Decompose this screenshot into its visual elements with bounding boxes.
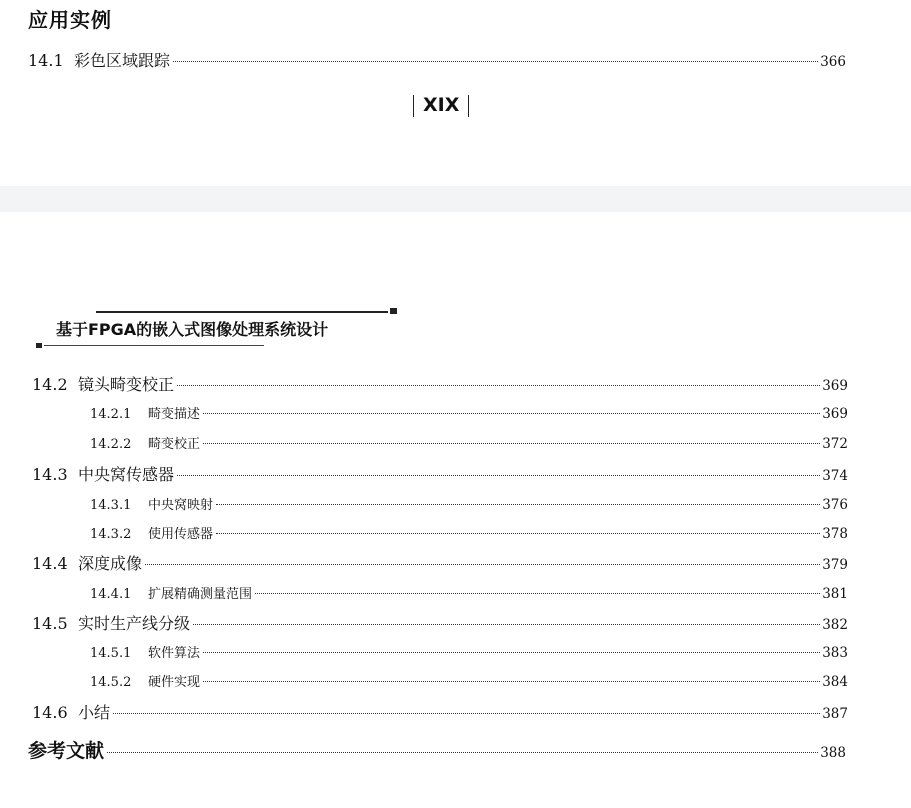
toc-entry-page: 369 — [822, 378, 848, 394]
dot-leader — [113, 713, 820, 714]
toc-entry-page: 369 — [822, 406, 848, 422]
toc-entry-number: 14.3.2 — [90, 527, 132, 542]
page-number — [404, 94, 478, 117]
dot-leader — [177, 475, 820, 476]
toc-entry-title: 小结 — [78, 703, 111, 722]
toc-subentry[interactable] — [90, 433, 848, 452]
toc-entry-title: 使用传感器 — [148, 527, 214, 542]
toc-entry-number: 14.5 — [32, 614, 68, 633]
toc-entry-page: 383 — [822, 645, 848, 661]
toc-entry-title: 彩色区域跟踪 — [74, 51, 171, 70]
header-rule — [44, 345, 264, 346]
toc-entry-number: 14.2 — [32, 375, 68, 394]
toc-entry-title: 畸变校正 — [148, 437, 201, 452]
toc-entry-number: 14.5.1 — [90, 646, 132, 661]
dot-leader — [255, 593, 820, 594]
toc-entry-page: 384 — [822, 674, 848, 690]
dot-leader — [203, 681, 820, 682]
toc-entry[interactable] — [32, 611, 848, 634]
toc-entry-title: 畸变描述 — [148, 407, 201, 422]
toc-entry-title: 扩展精确测量范围 — [148, 587, 253, 602]
page-number-bar-left — [413, 95, 414, 117]
page-separator — [0, 186, 911, 212]
toc-entry-page: 378 — [822, 526, 848, 542]
header-rule-mark — [390, 308, 397, 314]
header-rule — [96, 311, 388, 313]
page-number-text: XIX — [423, 94, 460, 116]
toc-entry-title: 软件算法 — [148, 646, 201, 661]
toc-subentry[interactable] — [90, 403, 848, 422]
dot-leader — [177, 385, 820, 386]
chapter-title: 应用实例 — [28, 8, 112, 32]
toc-entry-number: 14.4.1 — [90, 587, 132, 602]
toc-entry-page: 374 — [822, 468, 848, 484]
dot-leader — [216, 504, 820, 505]
toc-entry-number: 14.3.1 — [90, 498, 132, 513]
toc-entry-title: 中央窝传感器 — [78, 465, 175, 484]
toc-entry-page: 366 — [820, 54, 846, 70]
toc-entry-title: 镜头畸变校正 — [78, 375, 175, 394]
toc-entry-title: 深度成像 — [78, 554, 143, 573]
dot-leader — [173, 61, 818, 62]
toc-entry[interactable] — [32, 700, 848, 723]
dot-leader — [193, 624, 820, 625]
references-entry[interactable] — [28, 736, 846, 763]
toc-subentry[interactable] — [90, 642, 848, 661]
toc-entry-page: 381 — [822, 586, 848, 602]
book-title: 基于FPGA的嵌入式图像处理系统设计 — [56, 320, 329, 339]
dot-leader — [203, 443, 820, 444]
toc-entry-page: 382 — [822, 617, 848, 633]
toc-entry[interactable] — [32, 372, 848, 395]
toc-entry-number: 14.1 — [28, 51, 64, 70]
toc-entry-page: 387 — [822, 706, 848, 722]
dot-leader — [145, 564, 820, 565]
dot-leader — [216, 533, 820, 534]
toc-entry-number: 14.4 — [32, 554, 68, 573]
dot-leader — [203, 652, 820, 653]
toc-entry-number: 14.5.2 — [90, 675, 132, 690]
toc-entry-number: 14.3 — [32, 465, 68, 484]
page-number-bar-right — [468, 95, 469, 117]
toc-entry[interactable] — [32, 462, 848, 485]
header-rule-mark — [36, 343, 42, 348]
references-title: 参考文献 — [28, 740, 105, 762]
toc-entry-title: 中央窝映射 — [148, 498, 214, 513]
dot-leader — [203, 413, 820, 414]
toc-entry-page: 376 — [822, 497, 848, 513]
toc-subentry[interactable] — [90, 523, 848, 542]
toc-subentry[interactable] — [90, 494, 848, 513]
toc-entry-title: 硬件实现 — [148, 675, 201, 690]
references-page: 388 — [820, 745, 846, 761]
toc-entry-number: 14.2.2 — [90, 437, 132, 452]
toc-subentry[interactable] — [90, 583, 848, 602]
toc-entry-number: 14.6 — [32, 703, 68, 722]
toc-entry-page: 379 — [822, 557, 848, 573]
toc-entry[interactable] — [28, 48, 846, 71]
toc-entry[interactable] — [32, 551, 848, 574]
toc-subentry[interactable] — [90, 671, 848, 690]
toc-entry-number: 14.2.1 — [90, 407, 132, 422]
dot-leader — [107, 752, 818, 753]
toc-entry-page: 372 — [822, 436, 848, 452]
toc-entry-title: 实时生产线分级 — [78, 614, 191, 633]
